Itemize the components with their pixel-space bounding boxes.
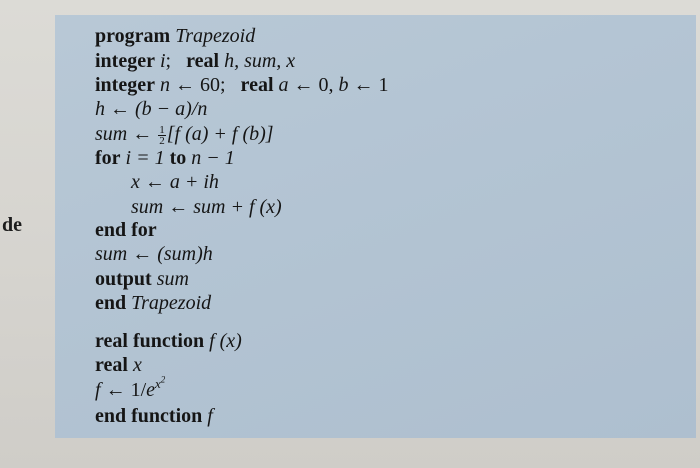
line-real-x: real x	[95, 354, 142, 376]
line-step-size: h ← (b − a)/n	[95, 98, 208, 120]
line-x-update: x ← a + ih	[131, 171, 219, 193]
program-name: Trapezoid	[175, 25, 256, 47]
keyword-integer: integer	[95, 50, 155, 72]
keyword-real: real	[240, 74, 274, 96]
line-end-function: end function f	[95, 405, 213, 427]
var-i: i	[159, 50, 166, 72]
keyword-integer: integer	[95, 74, 155, 96]
keyword-output: output	[95, 268, 152, 290]
keyword-program: program	[95, 25, 171, 47]
line-end-for: end for	[95, 219, 157, 241]
line-function-body: f ← $1/e^{x^2}$	[95, 375, 166, 401]
keyword-real-function: real function	[95, 330, 205, 352]
line-program	[95, 24, 255, 48]
line-declarations-2: integer n ← 60; real a ← 0, b ← 1	[95, 74, 389, 96]
keyword-real: real	[186, 50, 220, 72]
line-function-def: real function f (x)	[95, 330, 242, 352]
fraction-one-half: $\frac{1}{2}$	[159, 123, 165, 147]
line-end-program: end Trapezoid	[95, 292, 212, 314]
keyword-end-function: end function	[95, 405, 203, 427]
pseudocode-box	[55, 15, 696, 438]
keyword-to: to	[169, 147, 187, 169]
line-sum-init: sum ← $\frac{1}{2}$ [f (a) + f (b)]	[95, 123, 274, 147]
line-sum-accumulate: sum ← sum + f (x)	[131, 196, 282, 218]
keyword-real: real	[95, 354, 128, 376]
keyword-end: end	[95, 292, 127, 314]
line-output: output sum	[95, 268, 189, 290]
exponent: x2	[155, 375, 166, 392]
keyword-for: for	[95, 147, 121, 169]
real-vars: h, sum, x	[224, 50, 296, 72]
line-declarations-1: integer i; real h, sum, x	[95, 50, 296, 72]
line-sum-scale: sum ← (sum)h	[95, 243, 213, 265]
margin-text-fragment: de	[2, 214, 22, 236]
line-for: for i = 1 to n − 1	[95, 147, 235, 169]
